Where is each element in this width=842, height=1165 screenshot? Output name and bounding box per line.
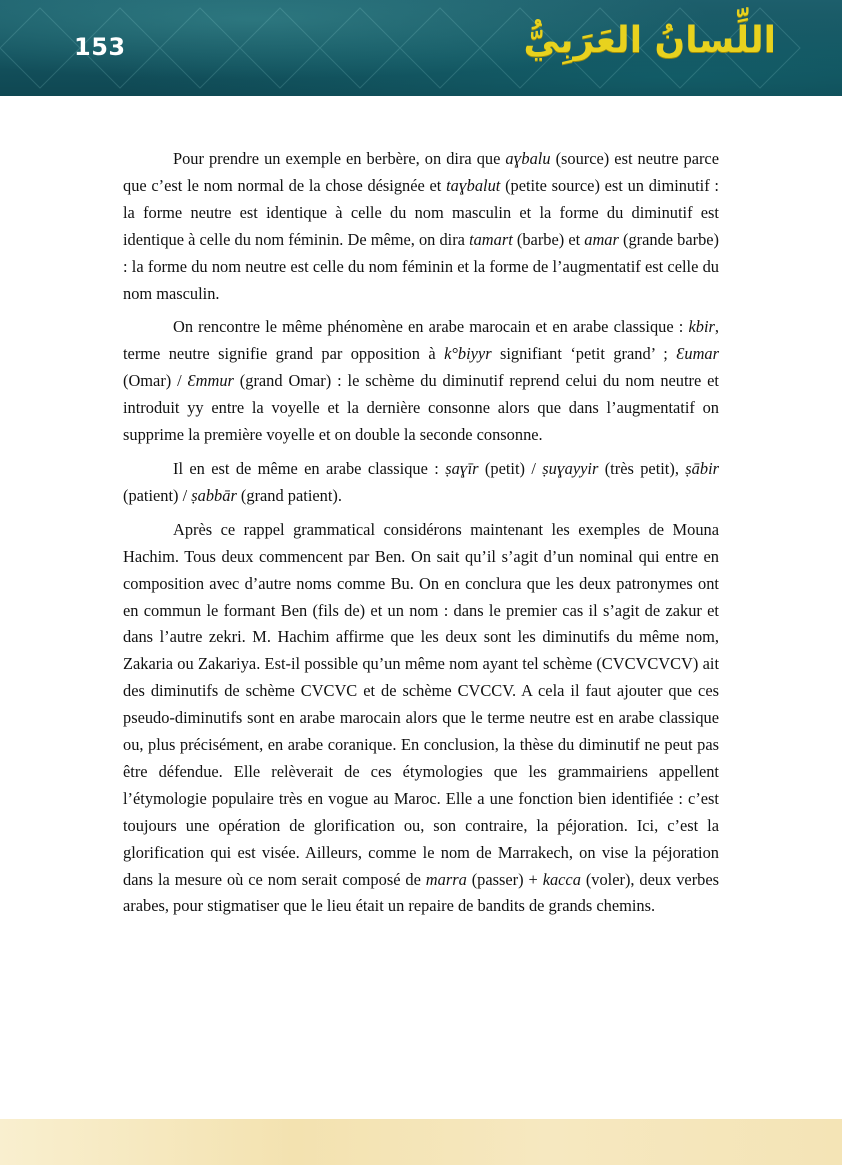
- italic-term: ṣabbār: [191, 485, 237, 505]
- italic-term: Ɛmmur: [187, 371, 234, 391]
- italic-term: kbir: [688, 317, 715, 337]
- italic-term: Ɛumar: [676, 344, 719, 364]
- italic-term: ṣaɣīr: [445, 458, 479, 478]
- text-run: (passer) +: [466, 869, 543, 889]
- text-run: (Omar) /: [123, 371, 188, 391]
- italic-term: amar: [584, 229, 619, 249]
- text-run: (grand Omar) : le schème du diminutif reprend celui du nom neutre et introduit yy entre la voyelle et la dernière consonne alors que dans l’augmentatif on supprime la première voyelle et on double la seconde consonne.: [123, 371, 719, 445]
- text-run: (barbe) et: [512, 229, 585, 249]
- text-run: (patient) /: [123, 485, 192, 505]
- text-run: Pour prendre un exemple en berbère, on dira que: [173, 149, 506, 168]
- italic-term: taɣbalut: [446, 175, 501, 195]
- page-footer-band: [0, 1119, 842, 1165]
- journal-logo: اللِّسانُ العَرَبِيُّ: [523, 20, 776, 61]
- italic-term: k°biyyr: [444, 344, 492, 364]
- paragraph: [123, 146, 719, 307]
- text-run: (grande barbe) : la forme du nom neutre est celle du nom féminin et la forme de l’augmentatif est celle du nom masculin.: [123, 229, 720, 303]
- text-run: , terme neutre signifie grand par opposition à: [123, 317, 719, 364]
- italic-term: kacca: [542, 869, 581, 889]
- italic-term: marra: [425, 869, 467, 889]
- page-number: 153: [74, 33, 126, 61]
- text-run: Il en est de même en arabe classique :: [173, 458, 446, 478]
- italic-term: tamart: [469, 229, 513, 249]
- text-run: (grand patient).: [236, 485, 342, 505]
- text-run: signifiant ‘petit grand’ ;: [491, 344, 677, 364]
- italic-term: aɣbalu: [505, 149, 551, 168]
- article-body: [123, 146, 719, 927]
- text-run: (voler), deux verbes arabes, pour stigmatiser que le lieu était un repaire de bandits de grands chemins.: [123, 869, 719, 916]
- paragraph: [123, 517, 719, 921]
- text-run: (très petit),: [598, 458, 686, 478]
- text-run: (petit) /: [478, 458, 543, 478]
- page-header: [0, 0, 842, 96]
- text-run: (source) est neutre parce que c’est le nom normal de la chose désignée et: [123, 149, 719, 195]
- italic-term: ṣābir: [685, 458, 719, 478]
- text-run: Après ce rappel grammatical considérons maintenant les exemples de Mouna Hachim. Tous deux commencent par Ben. On sait qu’il s’agit d’un nominal qui entre en composition avec d’autre noms comme Bu. On en conclura que les deux patronymes ont en commun le formant Ben (fils de) et un nom : dans le premier cas il s’agit de zakur et dans l’autre zekri. M. Hachim affirme que les deux sont les diminutifs du même nom, Zakaria ou Zakariya. Est-il possible qu’un même nom ayant tel schème (CVCVCVCV) ait des diminutifs de schème CVCVC et de schème CVCCV. A cela il faut ajouter que ces pseudo-diminutifs sont en arabe marocain alors que le terme neutre est en arabe classique ou, plus précisément, en arabe coranique. En conclusion, la thèse du diminutif ne peut pas être défendue. Elle relèverait de ces étymologies que les grammairiens appellent l’étymologie populaire très en vogue au Maroc. Elle a une fonction bien identifiée : c’est toujours une opération de glorification ou, son contraire, la péjoration. Ici, c’est la glorification qui est visée. Ailleurs, comme le nom de Marrakech, on vise la péjoration dans la mesure où ce nom serait composé de: [123, 519, 719, 889]
- paragraph: [123, 314, 719, 449]
- italic-term: ṣuɣayyir: [542, 458, 599, 478]
- text-run: On rencontre le même phénomène en arabe marocain et en arabe classique :: [173, 317, 689, 337]
- text-run: (petite source) est un diminutif : la forme neutre est identique à celle du nom masculin et la forme du diminutif est identique à celle du nom féminin. De même, on dira: [123, 175, 719, 249]
- paragraph: [123, 456, 719, 510]
